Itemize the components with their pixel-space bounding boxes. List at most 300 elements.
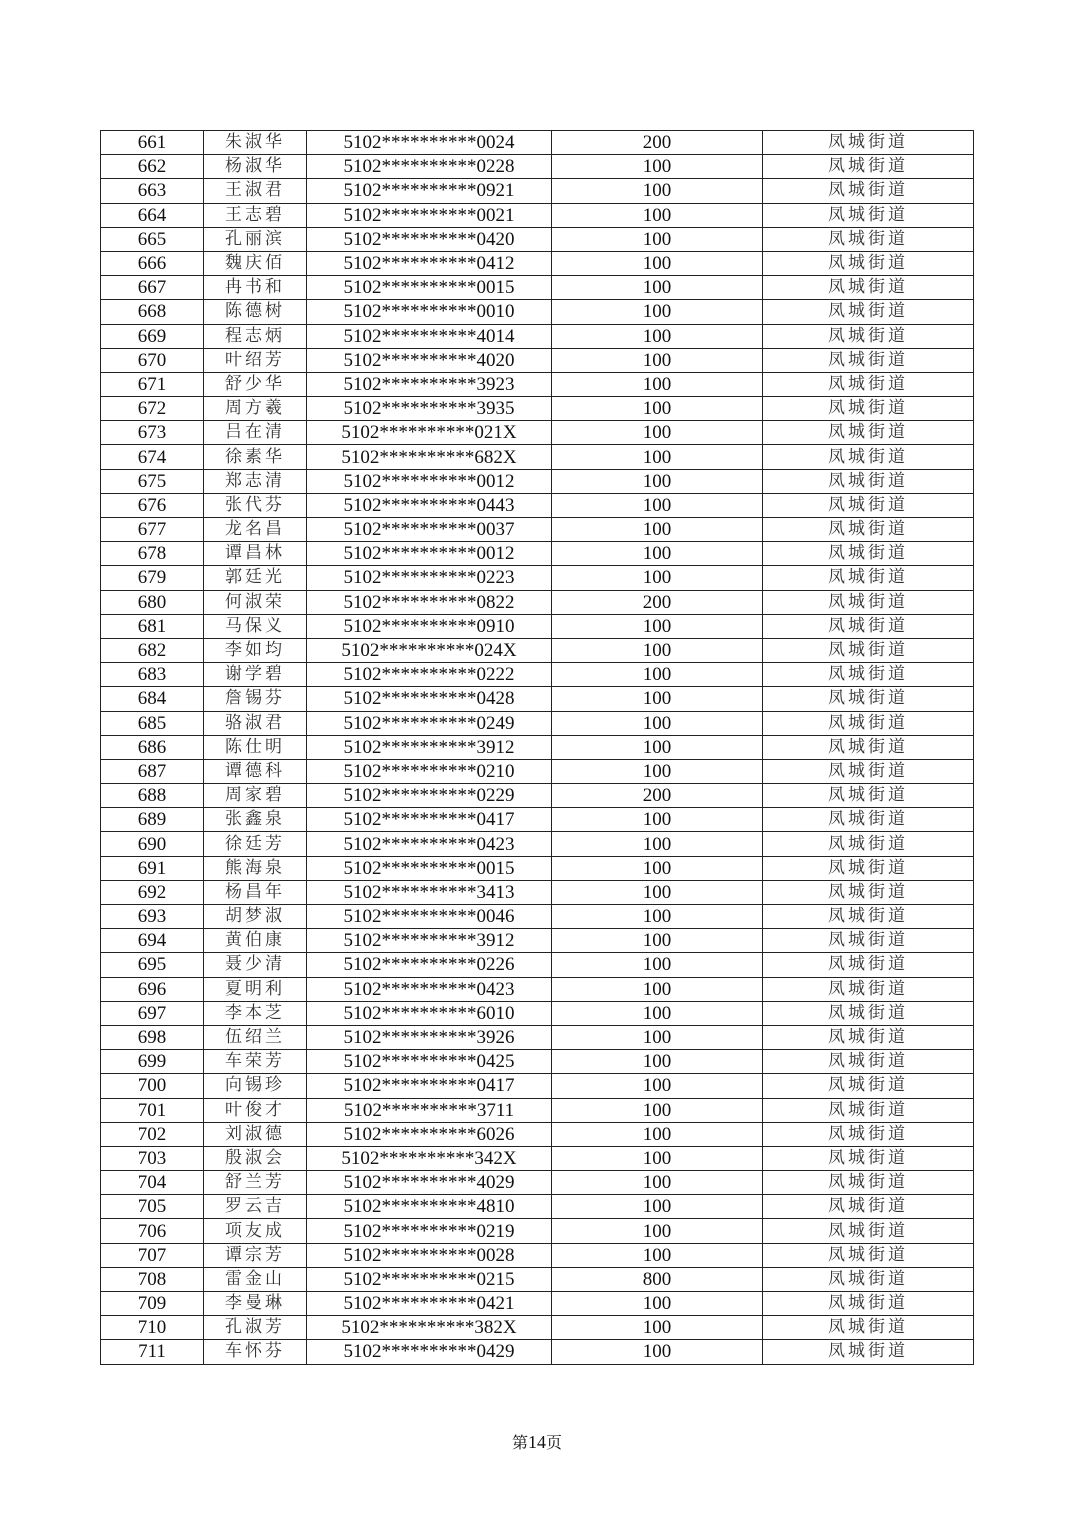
amount-cell: 100 bbox=[552, 1219, 763, 1243]
id-number-cell: 5102**********0423 bbox=[307, 977, 552, 1001]
row-number-cell: 694 bbox=[101, 929, 204, 953]
id-number-cell: 5102**********3413 bbox=[307, 880, 552, 904]
id-number-cell: 5102**********0921 bbox=[307, 179, 552, 203]
amount-cell: 100 bbox=[552, 372, 763, 396]
street-area-cell: 凤城街道 bbox=[763, 1098, 974, 1122]
table-row bbox=[101, 1340, 974, 1364]
amount-cell: 200 bbox=[552, 784, 763, 808]
row-number-cell: 687 bbox=[101, 759, 204, 783]
amount-cell: 100 bbox=[552, 1316, 763, 1340]
amount-cell: 200 bbox=[552, 131, 763, 155]
table-row bbox=[101, 372, 974, 396]
id-number-cell: 5102**********0046 bbox=[307, 905, 552, 929]
table-row bbox=[101, 590, 974, 614]
street-area-cell: 凤城街道 bbox=[763, 300, 974, 324]
person-name-cell: 谭德科 bbox=[204, 759, 307, 783]
person-name-cell: 孔丽滨 bbox=[204, 227, 307, 251]
table-row bbox=[101, 276, 974, 300]
table-row bbox=[101, 251, 974, 275]
table-row bbox=[101, 784, 974, 808]
id-number-cell: 5102**********0015 bbox=[307, 856, 552, 880]
table-row bbox=[101, 1316, 974, 1340]
id-number-cell: 5102**********0222 bbox=[307, 663, 552, 687]
person-name-cell: 项友成 bbox=[204, 1219, 307, 1243]
row-number-cell: 702 bbox=[101, 1122, 204, 1146]
person-name-cell: 龙名昌 bbox=[204, 518, 307, 542]
table-row bbox=[101, 203, 974, 227]
table-row bbox=[101, 493, 974, 517]
row-number-cell: 688 bbox=[101, 784, 204, 808]
table-row bbox=[101, 1146, 974, 1170]
person-name-cell: 骆淑君 bbox=[204, 711, 307, 735]
id-number-cell: 5102**********0012 bbox=[307, 542, 552, 566]
street-area-cell: 凤城街道 bbox=[763, 493, 974, 517]
row-number-cell: 711 bbox=[101, 1340, 204, 1364]
person-name-cell: 周家碧 bbox=[204, 784, 307, 808]
amount-cell: 100 bbox=[552, 856, 763, 880]
amount-cell: 100 bbox=[552, 1122, 763, 1146]
street-area-cell: 凤城街道 bbox=[763, 203, 974, 227]
amount-cell: 100 bbox=[552, 687, 763, 711]
street-area-cell: 凤城街道 bbox=[763, 1243, 974, 1267]
row-number-cell: 675 bbox=[101, 469, 204, 493]
row-number-cell: 679 bbox=[101, 566, 204, 590]
person-name-cell: 何淑荣 bbox=[204, 590, 307, 614]
row-number-cell: 669 bbox=[101, 324, 204, 348]
amount-cell: 100 bbox=[552, 493, 763, 517]
id-number-cell: 5102**********0028 bbox=[307, 1243, 552, 1267]
table-row bbox=[101, 1195, 974, 1219]
table-row bbox=[101, 735, 974, 759]
amount-cell: 100 bbox=[552, 638, 763, 662]
street-area-cell: 凤城街道 bbox=[763, 1074, 974, 1098]
street-area-cell: 凤城街道 bbox=[763, 1146, 974, 1170]
row-number-cell: 665 bbox=[101, 227, 204, 251]
row-number-cell: 699 bbox=[101, 1050, 204, 1074]
id-number-cell: 5102**********682X bbox=[307, 445, 552, 469]
street-area-cell: 凤城街道 bbox=[763, 735, 974, 759]
street-area-cell: 凤城街道 bbox=[763, 1025, 974, 1049]
amount-cell: 100 bbox=[552, 1098, 763, 1122]
id-number-cell: 5102**********0210 bbox=[307, 759, 552, 783]
table-row bbox=[101, 953, 974, 977]
amount-cell: 100 bbox=[552, 1146, 763, 1170]
person-name-cell: 詹锡芬 bbox=[204, 687, 307, 711]
id-number-cell: 5102**********4029 bbox=[307, 1171, 552, 1195]
id-number-cell: 5102**********3912 bbox=[307, 735, 552, 759]
amount-cell: 100 bbox=[552, 953, 763, 977]
id-number-cell: 5102**********0229 bbox=[307, 784, 552, 808]
street-area-cell: 凤城街道 bbox=[763, 445, 974, 469]
person-name-cell: 杨淑华 bbox=[204, 155, 307, 179]
id-number-cell: 5102**********0425 bbox=[307, 1050, 552, 1074]
person-name-cell: 叶俊才 bbox=[204, 1098, 307, 1122]
table-row bbox=[101, 469, 974, 493]
table-row bbox=[101, 929, 974, 953]
id-number-cell: 5102**********4810 bbox=[307, 1195, 552, 1219]
row-number-cell: 678 bbox=[101, 542, 204, 566]
person-name-cell: 谢学碧 bbox=[204, 663, 307, 687]
street-area-cell: 凤城街道 bbox=[763, 711, 974, 735]
table-row bbox=[101, 1025, 974, 1049]
row-number-cell: 696 bbox=[101, 977, 204, 1001]
table-row bbox=[101, 445, 974, 469]
table-row bbox=[101, 227, 974, 251]
amount-cell: 100 bbox=[552, 348, 763, 372]
table-row bbox=[101, 1267, 974, 1291]
id-number-cell: 5102**********0910 bbox=[307, 614, 552, 638]
amount-cell: 100 bbox=[552, 614, 763, 638]
person-name-cell: 谭昌林 bbox=[204, 542, 307, 566]
street-area-cell: 凤城街道 bbox=[763, 131, 974, 155]
person-name-cell: 徐廷芳 bbox=[204, 832, 307, 856]
row-number-cell: 664 bbox=[101, 203, 204, 227]
person-name-cell: 马保义 bbox=[204, 614, 307, 638]
street-area-cell: 凤城街道 bbox=[763, 1195, 974, 1219]
row-number-cell: 666 bbox=[101, 251, 204, 275]
street-area-cell: 凤城街道 bbox=[763, 784, 974, 808]
street-area-cell: 凤城街道 bbox=[763, 663, 974, 687]
street-area-cell: 凤城街道 bbox=[763, 1219, 974, 1243]
id-number-cell: 5102**********0429 bbox=[307, 1340, 552, 1364]
id-number-cell: 5102**********3912 bbox=[307, 929, 552, 953]
person-name-cell: 聂少清 bbox=[204, 953, 307, 977]
id-number-cell: 5102**********0024 bbox=[307, 131, 552, 155]
amount-cell: 100 bbox=[552, 518, 763, 542]
person-name-cell: 魏庆佰 bbox=[204, 251, 307, 275]
amount-cell: 100 bbox=[552, 1292, 763, 1316]
amount-cell: 100 bbox=[552, 1195, 763, 1219]
table-row bbox=[101, 1243, 974, 1267]
row-number-cell: 676 bbox=[101, 493, 204, 517]
person-name-cell: 罗云吉 bbox=[204, 1195, 307, 1219]
page-prefix: 第 bbox=[511, 1433, 528, 1452]
amount-cell: 100 bbox=[552, 1340, 763, 1364]
person-name-cell: 程志炳 bbox=[204, 324, 307, 348]
row-number-cell: 697 bbox=[101, 1001, 204, 1025]
row-number-cell: 710 bbox=[101, 1316, 204, 1340]
amount-cell: 100 bbox=[552, 711, 763, 735]
row-number-cell: 692 bbox=[101, 880, 204, 904]
row-number-cell: 672 bbox=[101, 397, 204, 421]
row-number-cell: 661 bbox=[101, 131, 204, 155]
street-area-cell: 凤城街道 bbox=[763, 324, 974, 348]
amount-cell: 100 bbox=[552, 251, 763, 275]
table-row bbox=[101, 348, 974, 372]
person-name-cell: 伍绍兰 bbox=[204, 1025, 307, 1049]
person-name-cell: 郭廷光 bbox=[204, 566, 307, 590]
street-area-cell: 凤城街道 bbox=[763, 638, 974, 662]
row-number-cell: 671 bbox=[101, 372, 204, 396]
id-number-cell: 5102**********0226 bbox=[307, 953, 552, 977]
table-row bbox=[101, 421, 974, 445]
id-number-cell: 5102**********0215 bbox=[307, 1267, 552, 1291]
id-number-cell: 5102**********0249 bbox=[307, 711, 552, 735]
amount-cell: 100 bbox=[552, 1074, 763, 1098]
amount-cell: 100 bbox=[552, 735, 763, 759]
amount-cell: 100 bbox=[552, 1243, 763, 1267]
table-row bbox=[101, 638, 974, 662]
amount-cell: 100 bbox=[552, 929, 763, 953]
table-row bbox=[101, 663, 974, 687]
id-number-cell: 5102**********024X bbox=[307, 638, 552, 662]
person-name-cell: 舒兰芳 bbox=[204, 1171, 307, 1195]
table-row bbox=[101, 687, 974, 711]
street-area-cell: 凤城街道 bbox=[763, 953, 974, 977]
amount-cell: 100 bbox=[552, 759, 763, 783]
person-name-cell: 熊海泉 bbox=[204, 856, 307, 880]
person-name-cell: 张鑫泉 bbox=[204, 808, 307, 832]
street-area-cell: 凤城街道 bbox=[763, 227, 974, 251]
amount-cell: 200 bbox=[552, 590, 763, 614]
street-area-cell: 凤城街道 bbox=[763, 929, 974, 953]
street-area-cell: 凤城街道 bbox=[763, 421, 974, 445]
id-number-cell: 5102**********0015 bbox=[307, 276, 552, 300]
row-number-cell: 667 bbox=[101, 276, 204, 300]
amount-cell: 100 bbox=[552, 808, 763, 832]
amount-cell: 100 bbox=[552, 880, 763, 904]
table-row bbox=[101, 1219, 974, 1243]
id-number-cell: 5102**********0219 bbox=[307, 1219, 552, 1243]
row-number-cell: 682 bbox=[101, 638, 204, 662]
street-area-cell: 凤城街道 bbox=[763, 276, 974, 300]
person-name-cell: 张代芬 bbox=[204, 493, 307, 517]
amount-cell: 100 bbox=[552, 421, 763, 445]
person-name-cell: 夏明利 bbox=[204, 977, 307, 1001]
person-name-cell: 舒少华 bbox=[204, 372, 307, 396]
row-number-cell: 663 bbox=[101, 179, 204, 203]
id-number-cell: 5102**********3935 bbox=[307, 397, 552, 421]
street-area-cell: 凤城街道 bbox=[763, 179, 974, 203]
person-name-cell: 陈仕明 bbox=[204, 735, 307, 759]
person-name-cell: 郑志清 bbox=[204, 469, 307, 493]
street-area-cell: 凤城街道 bbox=[763, 1267, 974, 1291]
row-number-cell: 673 bbox=[101, 421, 204, 445]
row-number-cell: 703 bbox=[101, 1146, 204, 1170]
table-row bbox=[101, 179, 974, 203]
street-area-cell: 凤城街道 bbox=[763, 566, 974, 590]
table-row bbox=[101, 711, 974, 735]
row-number-cell: 705 bbox=[101, 1195, 204, 1219]
row-number-cell: 707 bbox=[101, 1243, 204, 1267]
street-area-cell: 凤城街道 bbox=[763, 1050, 974, 1074]
table-row bbox=[101, 1098, 974, 1122]
amount-cell: 100 bbox=[552, 179, 763, 203]
row-number-cell: 698 bbox=[101, 1025, 204, 1049]
table-row bbox=[101, 1292, 974, 1316]
amount-cell: 100 bbox=[552, 977, 763, 1001]
person-name-cell: 车荣芳 bbox=[204, 1050, 307, 1074]
page-footer bbox=[0, 1430, 1074, 1453]
amount-cell: 100 bbox=[552, 227, 763, 251]
amount-cell: 100 bbox=[552, 542, 763, 566]
amount-cell: 100 bbox=[552, 1001, 763, 1025]
person-name-cell: 黄伯康 bbox=[204, 929, 307, 953]
street-area-cell: 凤城街道 bbox=[763, 905, 974, 929]
row-number-cell: 704 bbox=[101, 1171, 204, 1195]
street-area-cell: 凤城街道 bbox=[763, 977, 974, 1001]
row-number-cell: 701 bbox=[101, 1098, 204, 1122]
table-row bbox=[101, 1050, 974, 1074]
street-area-cell: 凤城街道 bbox=[763, 155, 974, 179]
row-number-cell: 709 bbox=[101, 1292, 204, 1316]
street-area-cell: 凤城街道 bbox=[763, 251, 974, 275]
row-number-cell: 693 bbox=[101, 905, 204, 929]
row-number-cell: 690 bbox=[101, 832, 204, 856]
table-row bbox=[101, 759, 974, 783]
person-name-cell: 李如均 bbox=[204, 638, 307, 662]
person-name-cell: 雷金山 bbox=[204, 1267, 307, 1291]
id-number-cell: 5102**********0421 bbox=[307, 1292, 552, 1316]
person-name-cell: 李本芝 bbox=[204, 1001, 307, 1025]
row-number-cell: 662 bbox=[101, 155, 204, 179]
id-number-cell: 5102**********342X bbox=[307, 1146, 552, 1170]
table-row bbox=[101, 155, 974, 179]
street-area-cell: 凤城街道 bbox=[763, 687, 974, 711]
id-number-cell: 5102**********0412 bbox=[307, 251, 552, 275]
street-area-cell: 凤城街道 bbox=[763, 372, 974, 396]
street-area-cell: 凤城街道 bbox=[763, 1001, 974, 1025]
person-name-cell: 杨昌年 bbox=[204, 880, 307, 904]
id-number-cell: 5102**********0443 bbox=[307, 493, 552, 517]
person-name-cell: 叶绍芳 bbox=[204, 348, 307, 372]
id-number-cell: 5102**********0228 bbox=[307, 155, 552, 179]
table-row bbox=[101, 131, 974, 155]
row-number-cell: 708 bbox=[101, 1267, 204, 1291]
amount-cell: 100 bbox=[552, 445, 763, 469]
amount-cell: 100 bbox=[552, 300, 763, 324]
id-number-cell: 5102**********3923 bbox=[307, 372, 552, 396]
id-number-cell: 5102**********0428 bbox=[307, 687, 552, 711]
street-area-cell: 凤城街道 bbox=[763, 542, 974, 566]
table-row bbox=[101, 397, 974, 421]
amount-cell: 100 bbox=[552, 276, 763, 300]
street-area-cell: 凤城街道 bbox=[763, 614, 974, 638]
amount-cell: 100 bbox=[552, 905, 763, 929]
table-row bbox=[101, 614, 974, 638]
table-row bbox=[101, 518, 974, 542]
street-area-cell: 凤城街道 bbox=[763, 469, 974, 493]
street-area-cell: 凤城街道 bbox=[763, 1171, 974, 1195]
person-name-cell: 冉书和 bbox=[204, 276, 307, 300]
person-name-cell: 谭宗芳 bbox=[204, 1243, 307, 1267]
id-number-cell: 5102**********3926 bbox=[307, 1025, 552, 1049]
street-area-cell: 凤城街道 bbox=[763, 1340, 974, 1364]
id-number-cell: 5102**********6026 bbox=[307, 1122, 552, 1146]
table-row bbox=[101, 1171, 974, 1195]
street-area-cell: 凤城街道 bbox=[763, 1316, 974, 1340]
street-area-cell: 凤城街道 bbox=[763, 1122, 974, 1146]
amount-cell: 800 bbox=[552, 1267, 763, 1291]
row-number-cell: 684 bbox=[101, 687, 204, 711]
street-area-cell: 凤城街道 bbox=[763, 518, 974, 542]
roster-table bbox=[100, 130, 974, 1365]
row-number-cell: 677 bbox=[101, 518, 204, 542]
row-number-cell: 689 bbox=[101, 808, 204, 832]
id-number-cell: 5102**********4020 bbox=[307, 348, 552, 372]
amount-cell: 100 bbox=[552, 397, 763, 421]
table-row bbox=[101, 808, 974, 832]
table-row bbox=[101, 856, 974, 880]
table-row bbox=[101, 905, 974, 929]
amount-cell: 100 bbox=[552, 1050, 763, 1074]
street-area-cell: 凤城街道 bbox=[763, 590, 974, 614]
row-number-cell: 680 bbox=[101, 590, 204, 614]
person-name-cell: 吕在清 bbox=[204, 421, 307, 445]
id-number-cell: 5102**********0822 bbox=[307, 590, 552, 614]
id-number-cell: 5102**********0012 bbox=[307, 469, 552, 493]
page-number: 14 bbox=[528, 1432, 546, 1452]
table-row bbox=[101, 1001, 974, 1025]
street-area-cell: 凤城街道 bbox=[763, 808, 974, 832]
street-area-cell: 凤城街道 bbox=[763, 1292, 974, 1316]
row-number-cell: 681 bbox=[101, 614, 204, 638]
roster-table-body bbox=[101, 131, 974, 1365]
person-name-cell: 王淑君 bbox=[204, 179, 307, 203]
amount-cell: 100 bbox=[552, 832, 763, 856]
id-number-cell: 5102**********0223 bbox=[307, 566, 552, 590]
amount-cell: 100 bbox=[552, 469, 763, 493]
id-number-cell: 5102**********0021 bbox=[307, 203, 552, 227]
row-number-cell: 683 bbox=[101, 663, 204, 687]
amount-cell: 100 bbox=[552, 1025, 763, 1049]
amount-cell: 100 bbox=[552, 663, 763, 687]
table-row bbox=[101, 832, 974, 856]
person-name-cell: 刘淑德 bbox=[204, 1122, 307, 1146]
street-area-cell: 凤城街道 bbox=[763, 856, 974, 880]
id-number-cell: 5102**********6010 bbox=[307, 1001, 552, 1025]
id-number-cell: 5102**********0420 bbox=[307, 227, 552, 251]
id-number-cell: 5102**********0010 bbox=[307, 300, 552, 324]
street-area-cell: 凤城街道 bbox=[763, 880, 974, 904]
table-row bbox=[101, 566, 974, 590]
person-name-cell: 徐素华 bbox=[204, 445, 307, 469]
row-number-cell: 670 bbox=[101, 348, 204, 372]
table-row bbox=[101, 1074, 974, 1098]
page-suffix: 页 bbox=[546, 1433, 563, 1452]
table-row bbox=[101, 1122, 974, 1146]
person-name-cell: 周方羲 bbox=[204, 397, 307, 421]
row-number-cell: 668 bbox=[101, 300, 204, 324]
row-number-cell: 700 bbox=[101, 1074, 204, 1098]
amount-cell: 100 bbox=[552, 324, 763, 348]
street-area-cell: 凤城街道 bbox=[763, 832, 974, 856]
amount-cell: 100 bbox=[552, 1171, 763, 1195]
person-name-cell: 孔淑芳 bbox=[204, 1316, 307, 1340]
person-name-cell: 殷淑会 bbox=[204, 1146, 307, 1170]
amount-cell: 100 bbox=[552, 203, 763, 227]
id-number-cell: 5102**********0417 bbox=[307, 808, 552, 832]
id-number-cell: 5102**********0037 bbox=[307, 518, 552, 542]
id-number-cell: 5102**********021X bbox=[307, 421, 552, 445]
table-row bbox=[101, 300, 974, 324]
amount-cell: 100 bbox=[552, 155, 763, 179]
id-number-cell: 5102**********3711 bbox=[307, 1098, 552, 1122]
row-number-cell: 686 bbox=[101, 735, 204, 759]
person-name-cell: 向锡珍 bbox=[204, 1074, 307, 1098]
person-name-cell: 陈德树 bbox=[204, 300, 307, 324]
person-name-cell: 车怀芬 bbox=[204, 1340, 307, 1364]
id-number-cell: 5102**********382X bbox=[307, 1316, 552, 1340]
amount-cell: 100 bbox=[552, 566, 763, 590]
table-row bbox=[101, 977, 974, 1001]
id-number-cell: 5102**********0423 bbox=[307, 832, 552, 856]
table-row bbox=[101, 542, 974, 566]
row-number-cell: 691 bbox=[101, 856, 204, 880]
person-name-cell: 朱淑华 bbox=[204, 131, 307, 155]
row-number-cell: 706 bbox=[101, 1219, 204, 1243]
person-name-cell: 胡梦淑 bbox=[204, 905, 307, 929]
